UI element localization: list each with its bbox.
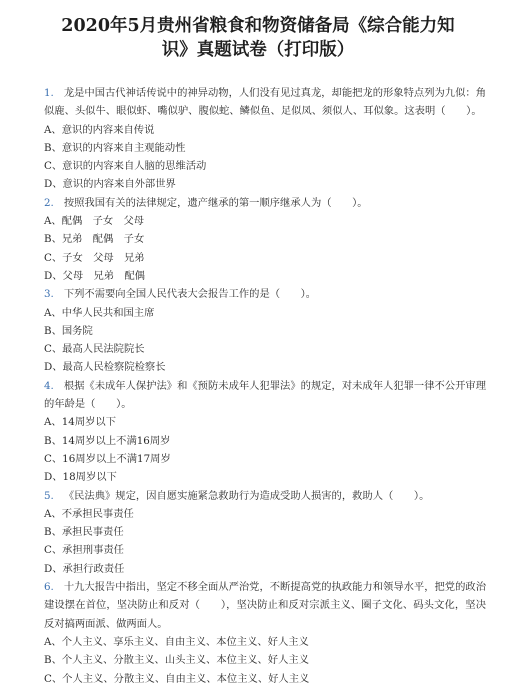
option-a: A、配偶 子女 父母: [44, 215, 145, 228]
question-1: [44, 84, 486, 194]
option-b: B、个人主义、分散主义、山头主义、本位主义、好人主义: [44, 654, 309, 667]
question-text: 按照我国有关的法律规定，遗产继承的第一顺序继承人为（ ）。: [63, 196, 368, 209]
title-line-2: 识》真题试卷（打印版）: [161, 40, 355, 60]
option-b: B、承担民事责任: [44, 526, 124, 539]
option-c: C、子女 父母 兄弟: [44, 251, 145, 264]
option-c: C、最高人民法院院长: [44, 343, 145, 356]
question-stem: [44, 84, 486, 121]
option-b: B、国务院: [44, 324, 93, 337]
question-3: [44, 285, 486, 376]
option-c: C、意识的内容来自人脑的思维活动: [44, 160, 207, 173]
question-stem: [44, 285, 486, 303]
question-text: 下列不需要向全国人民代表大会报告工作的是（ ）。: [63, 288, 317, 301]
question-number: 5.: [44, 489, 54, 502]
question-number: 4.: [44, 379, 54, 392]
question-2: [44, 194, 486, 285]
option-b: B、意识的内容来自主观能动性: [44, 141, 186, 154]
option-a: A、个人主义、享乐主义、自由主义、本位主义、好人主义: [44, 635, 309, 648]
question-stem: [44, 487, 486, 505]
option-d: D、承担行政责任: [44, 562, 125, 575]
option-c: C、16周岁以上不满17周岁: [44, 452, 171, 465]
question-5: [44, 487, 486, 578]
option-c: C、个人主义、分散主义、自由主义、本位主义、好人主义: [44, 672, 310, 685]
option-d: D、意识的内容来自外部世界: [44, 178, 176, 191]
title-line-1: 2020年5月贵州省粮食和物资储备局《综合能力知: [61, 16, 455, 36]
question-number: 3.: [44, 288, 54, 301]
question-text: 《民法典》规定，因自愿实施紧急救助行为造成受助人损害的，救助人（ ）。: [63, 489, 430, 502]
question-number: 2.: [44, 196, 54, 209]
option-d: D、18周岁以下: [44, 471, 117, 484]
option-b: B、14周岁以上不满16周岁: [44, 434, 171, 447]
question-list: [44, 84, 486, 688]
question-6: [44, 578, 486, 688]
question-number: 1.: [44, 87, 54, 99]
option-b: B、兄弟 配偶 子女: [44, 233, 145, 246]
question-number: 6.: [44, 581, 54, 594]
page-title: [30, 14, 486, 62]
option-d: D、最高人民检察院检察长: [44, 361, 166, 374]
question-text: 龙是中国古代神话传说中的神异动物，人们没有见过真龙，却能把龙的形象特点列为九似：角似鹿、头似牛、眼似虾、嘴似驴、腹似蛇、鳞似鱼、足似凤、须似人、耳似象。这表明（ ）。: [44, 87, 486, 118]
option-d: D、父母 兄弟 配偶: [44, 269, 145, 282]
option-a: A、中华人民共和国主席: [44, 306, 155, 319]
option-c: C、承担刑事责任: [44, 544, 124, 557]
option-a: A、不承担民事责任: [44, 507, 134, 520]
question-stem: [44, 578, 486, 633]
question-text: 十九大报告中指出，坚定不移全面从严治党，不断提高党的执政能力和领导水平，把党的政治建设摆在首位，坚决防止和反对（ ），坚决防止和反对宗派主义、圈子文化、码头文化，坚决反对搞两面派、做两面人。: [44, 581, 486, 630]
option-a: A、意识的内容来自传说: [44, 123, 155, 136]
question-4: [44, 377, 486, 487]
question-stem: [44, 377, 486, 414]
option-a: A、14周岁以下: [44, 416, 117, 429]
question-text: 根据《未成年人保护法》和《预防未成年人犯罪法》的规定，对未成年人犯罪一律不公开审理的年龄是（ ）。: [44, 379, 486, 411]
question-stem: [44, 194, 486, 212]
